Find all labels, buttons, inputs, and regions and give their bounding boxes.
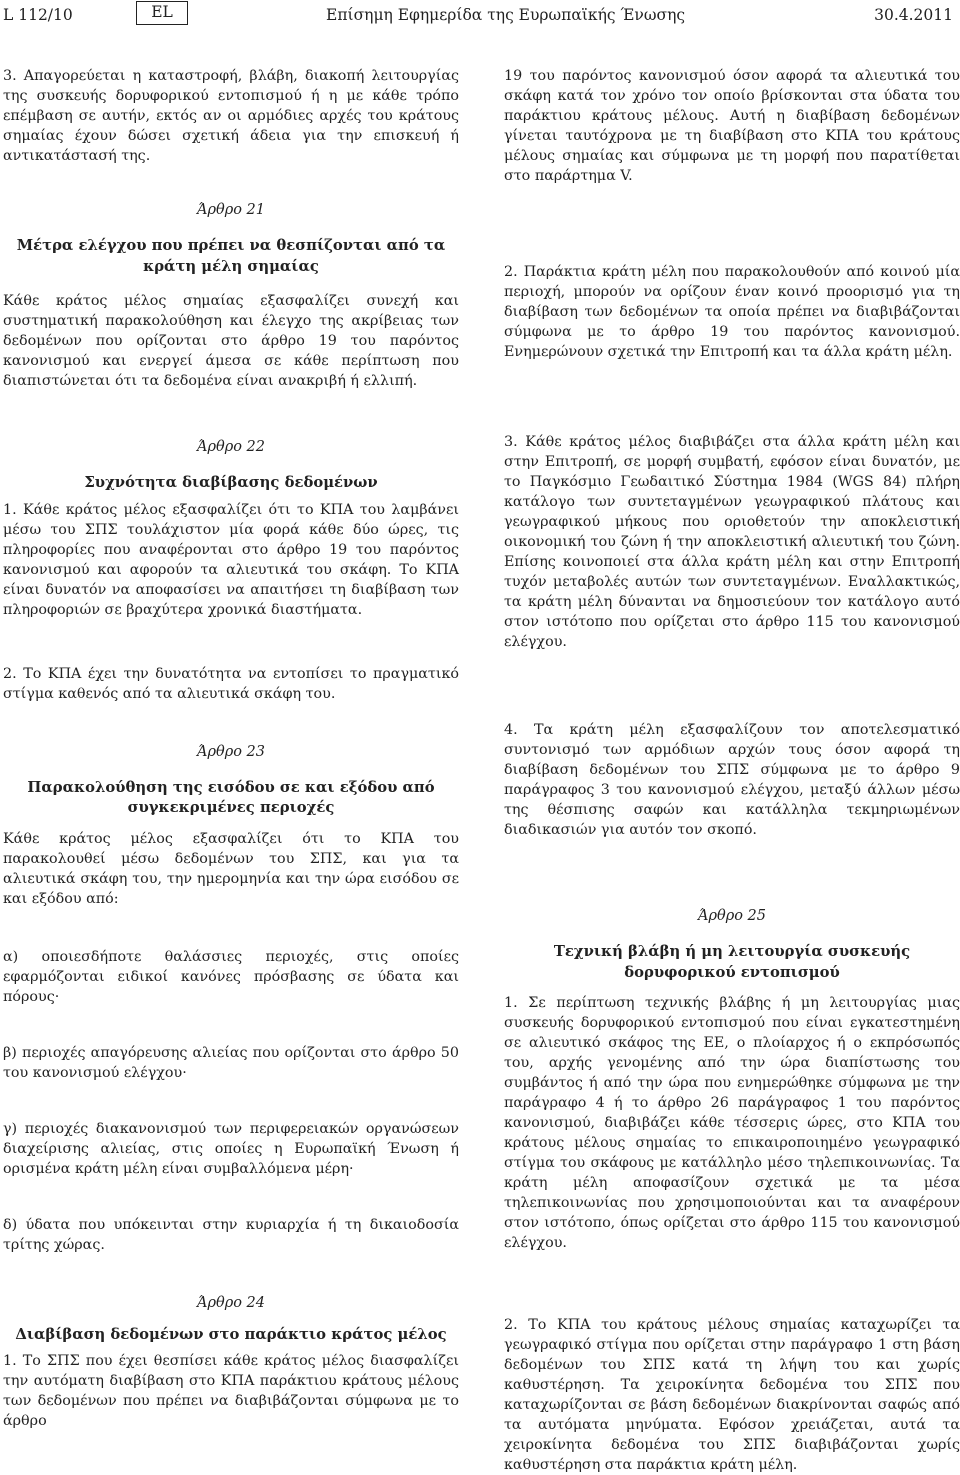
article-25-paragraph-1: 1. Σε περίπτωση τεχνικής βλάβης ή μη λειτουργίας μιας συσκευής δορυφορικού εντοπισμού που είναι εγκατεστημένη σε αλιευτικό σκάφος της ΕΕ, ο πλοίαρχος ή ο εκπρόσωπός του, αρχής γενομένης από την ώρα διαπίστωσης του συμβάντος ή από την ώρα που ενημερώθηκε σύμφωνα με την παράγραφο 4 ή το άρθρο 26 παράγραφος 1 του παρόντος κανονισμού, διαβιβάζει κάθε τέσσερις ώρες, στο ΚΠΑ του κράτους μέλους σημαίας το επικαιροποιημένο γεωγραφικό στίγμα του σκάφους με κατάλληλο μέσο τηλεπικοινωνίας. Τα κράτη μέλη αποφασίζουν σχετικά με τα μέσα τηλεπικοινωνίας που χρησιμοποιούνται και τα αναφέρουν στον ιστότοπο, όπως ορίζεται στο άρθρο 115 του κανονισμού ελέγχου. bbox=[504, 995, 960, 1251]
article-23-item-a: α) οποιεσδήποτε θαλάσσιες περιοχές, στις οποίες εφαρμόζονται ειδικοί κανόνες πρόσβασης σε ύδατα και πόρους· bbox=[3, 948, 459, 1005]
article-25-paragraph-2: 2. Το ΚΠΑ του κράτους μέλους σημαίας καταχωρίζει τα γεωγραφικό στίγμα που ορίζεται στην παράγραφο 1 στη βάση δεδομένων του ΣΠΣ κατά τη λήψη του και χωρίς καθυστέρηση. Τα χειροκίνητα δεδομένα του ΣΠΣ που καταχωρίζονται σε βάση δεδομένων διακρίνονται σαφώς από τα αυτόματα μηνύματα. Εφόσον χρειάζεται, αυτά τα χειροκίνητα δεδομένα του ΣΠΣ διαβιβάζονται χωρίς καθυστέρηση στα παράκτια κράτη μέλη. bbox=[504, 1317, 960, 1473]
article-24-paragraph-1-continued: 19 του παρόντος κανονισμού όσον αφορά τα αλιευτικά του σκάφη κατά τον χρόνο τον οποίο βρίσκονται στα ύδατα του παράκτιου κράτους μέλους. Αυτή η διαβίβαση δεδομένων γίνεται ταυτόχρονα με τη διαβίβαση στο ΚΠΑ του κράτους μέλους σημαίας και σύμφωνα με τη μορφή που παρατίθεται στο παράρτημα V. bbox=[504, 68, 960, 184]
article-23-text: Κάθε κράτος μέλος εξασφαλίζει ότι το ΚΠΑ του παρακολουθεί μέσω δεδομένων του ΣΠΣ, και για τα αλιευτικά σκάφη του, την ημερομηνία και την ώρα εισόδου σε και εξόδου από: bbox=[3, 830, 459, 907]
article-21-text: Κάθε κράτος μέλος σημαίας εξασφαλίζει συνεχή και συστηματική παρακολούθηση και έλεγχο της ακρίβειας των δεδομένων που ορίζονται στο άρθρο 19 του παρόντος κανονισμού και ενεργεί άμεσα σε κάθε περίπτωση που διαπιστώνεται ότι τα δεδομένα είναι ανακριβή ή ελλιπή. bbox=[3, 293, 459, 389]
article-22-heading: Άρθρο 22 bbox=[196, 439, 266, 455]
issue-date: 30.4.2011 bbox=[874, 6, 953, 24]
article-23-title: Παρακολούθηση της εισόδου σε και εξόδου από συγκεκριμένες περιοχές bbox=[27, 778, 435, 816]
article-22-paragraph-1: 1. Κάθε κράτος μέλος εξασφαλίζει ότι το ΚΠΑ του λαμβάνει μέσω του ΣΠΣ τουλάχιστον μία φορά κάθε δύο ώρες, τις πληροφορίες που αναφέρονται στο άρθρο 19 του παρόντος κανονισμού και αφορούν τα αλιευτικά του σκάφη. Το ΚΠΑ είναι δυνατόν να αποφασίσει να απαιτήσει τη διαβίβαση των πληροφοριών σε βραχύτερα χρονικά διαστήματα. bbox=[3, 501, 459, 618]
language-box: EL bbox=[136, 1, 188, 25]
article-24-title: Διαβίβαση δεδομένων στο παράκτιο κράτος μέλος bbox=[15, 1325, 447, 1343]
article-23-item-c: γ) περιοχές διακανονισμού των περιφερειακών οργανώσεων διαχείρισης αλιείας, στις οποίες η Ευρωπαϊκή Ένωση ή ορισμένα κράτη μέλη είναι συμβαλλόμενα μέρη· bbox=[3, 1120, 459, 1177]
article-24-paragraph-1: 1. Το ΣΠΣ που έχει θεσπίσει κάθε κράτος μέλος διασφαλίζει την αυτόματη διαβίβαση στο ΚΠΑ παράκτιου κράτους μέλους των δεδομένων που πρέπει να διαβιβάζονται σύμφωνα με το άρθρο bbox=[3, 1353, 459, 1429]
article-23-item-d: δ) ύδατα που υπόκεινται στην κυριαρχία ή τη δικαιοδοσία τρίτης χώρας. bbox=[3, 1216, 459, 1253]
article-21-heading: Άρθρο 21 bbox=[196, 202, 266, 218]
article-24-paragraph-2: 2. Παράκτια κράτη μέλη που παρακολουθούν από κοινού μία περιοχή, μπορούν να ορίζουν έναν κοινό προορισμό για τη διαβίβαση των δεδομένων τα οποία πρέπει να διαβιβάζονται σύμφωνα με το άρθρο 19 του παρόντος κανονισμού. Ενημερώνουν σχετικά την Επιτροπή και τα άλλα κράτη μέλη. bbox=[504, 264, 960, 360]
article-23-heading: Άρθρο 23 bbox=[196, 743, 266, 760]
article-21-title: Μέτρα ελέγχου που πρέπει να θεσπίζονται από τα κράτη μέλη σημαίας bbox=[16, 237, 446, 275]
left-column bbox=[3, 66, 459, 1431]
article-22-paragraph-2: 2. Το ΚΠΑ έχει την δυνατότητα να εντοπίσει το πραγματικό στίγμα καθενός από τα αλιευτικά σκάφη του. bbox=[3, 665, 459, 702]
journal-title: Επίσημη Εφημερίδα της Ευρωπαϊκής Ένωσης bbox=[326, 6, 686, 24]
right-column bbox=[504, 66, 960, 1475]
article-25-heading: Άρθρο 25 bbox=[697, 908, 767, 924]
page-header bbox=[0, 0, 960, 40]
paragraph-3: 3. Απαγορεύεται η καταστροφή, βλάβη, διακοπή λειτουργίας της συσκευής δορυφορικού εντοπισμού ή η με κάθε τρόπο επέμβαση σε αυτήν, εκτός αν οι αρμόδιες αρχές του κράτους σημαίας έχουν δώσει σχετική άδεια για την επισκευή ή αντικατάστασή της. bbox=[3, 68, 459, 164]
article-24-paragraph-4: 4. Τα κράτη μέλη εξασφαλίζουν τον αποτελεσματικό συντονισμό των αρμόδιων αρχών τους όσον αφορά τη διαβίβαση δεδομένων του ΣΠΣ σύμφωνα με το άρθρο 9 παράγραφος 3 του κανονισμού ελέγχου, μεταξύ άλλων μέσω της θέσπισης σαφών και κατάλληλα τεκμηριωμένων διαδικασιών για αυτόν τον σκοπό. bbox=[504, 722, 960, 838]
page-number: L 112/10 bbox=[3, 6, 73, 24]
article-24-heading: Άρθρο 24 bbox=[196, 1294, 266, 1311]
article-23-item-b: β) περιοχές απαγόρευσης αλιείας που ορίζονται στο άρθρο 50 του κανονισμού ελέγχου· bbox=[3, 1044, 459, 1081]
article-25-title: Τεχνική βλάβη ή μη λειτουργία συσκευής δορυφορικού εντοπισμού bbox=[553, 943, 911, 981]
article-22-title: Συχνότητα διαβίβασης δεδομένων bbox=[84, 474, 378, 491]
article-24-paragraph-3: 3. Κάθε κράτος μέλος διαβιβάζει στα άλλα κράτη μέλη και στην Επιτροπή, σε μορφή συμβατή, εφόσον είναι δυνατόν, με το Παγκόσμιο Γεωδαιτικό Σύστημα 1984 (WGS 84) πλήρη κατάλογο των συντεταγμένων γεωγραφικού πλάτους και γεωγραφικού μήκους που οριοθετούν την αποκλειστική οικονομική του ζώνη ή την αποκλειστική αλιευτική του ζώνη. Επίσης κοινοποιεί στα άλλα κράτη μέλη και στην Επιτροπή τυχόν μεταβολές αυτών των συντεταγμένων. Εναλλακτικώς, τα κράτη μέλη δύνανται να δημοσιεύουν τον κατάλογο αυτό στον ιστότοπο που ορίζεται στο άρθρο 115 του κανονισμού ελέγχου. bbox=[504, 434, 960, 650]
